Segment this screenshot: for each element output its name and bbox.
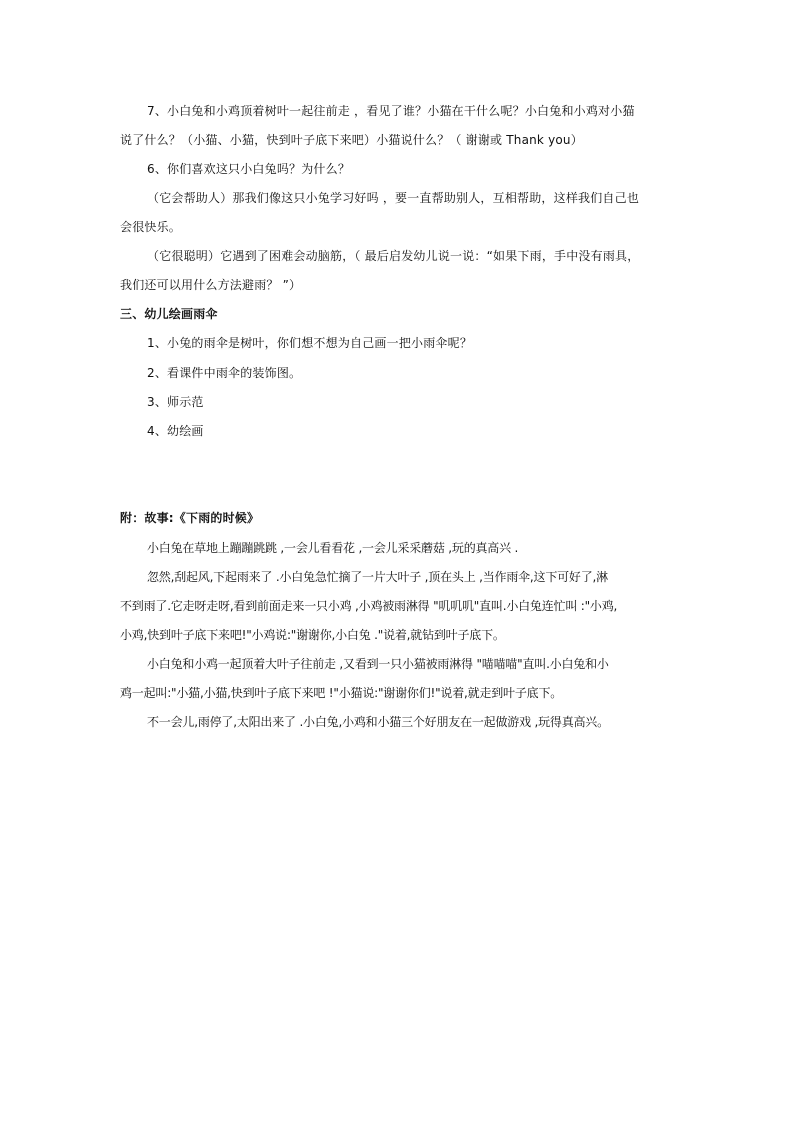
story-paragraph-2-line-1: 忽然,刮起风,下起雨来了 .小白兔急忙摘了一片大叶子 ,顶在头上 ,当作雨伞,这下可好了,淋 (147, 570, 608, 584)
answer-smart-line-2: 我们还可以用什么方法避雨？ ”） (120, 278, 302, 292)
section-three-item-4: 4、幼绘画 (147, 424, 204, 438)
section-three-item-1: 1、小兔的雨伞是树叶，你们想不想为自己画一把小雨伞呢？ (147, 336, 473, 350)
section-three-item-3: 3、师示范 (147, 395, 204, 409)
q7-line-2: 说了什么？（小猫、小猫，快到叶子底下来吧）小猫说什么？（ 谢谢或 Thank you） (120, 133, 583, 147)
story-paragraph-2-line-2: 不到雨了.它走呀走呀,看到前面走来一只小鸡 ,小鸡被雨淋得 "叽叽叽"直叫.小白兔连忙叫 :"小鸡, (120, 599, 618, 613)
q7-line-1: 7、小白兔和小鸡顶着树叶一起往前走 ，看见了谁？小猫在干什么呢？小白兔和小鸡对小猫 (147, 104, 635, 118)
answer-helpful-line-2: 会很快乐。 (120, 220, 182, 234)
answer-smart-line-1: （它很聪明）它遇到了困难会动脑筋，（ 最后启发幼儿说一说：“如果下雨，手中没有雨具， (147, 249, 640, 263)
story-paragraph-1: 小白兔在草地上蹦蹦跳跳 ,一会儿看看花 ,一会儿采采蘑菇 ,玩的真高兴 . (147, 541, 519, 555)
story-paragraph-3-line-2: 鸡一起叫:"小猫,小猫,快到叶子底下来吧 !"小猫说:"谢谢你们!"说着,就走到叶子底下。 (120, 686, 563, 700)
story-paragraph-4: 不一会儿,雨停了,太阳出来了 .小白兔,小鸡和小猫三个好朋友在一起做游戏 ,玩得真高兴。 (147, 715, 609, 729)
answer-helpful-line-1: （它会帮助人）那我们像这只小兔学习好吗 ，要一直帮助别人，互相帮助，这样我们自己也 (147, 191, 640, 205)
appendix-heading: 附：故事:《下雨的时候》 (120, 511, 260, 525)
section-three-heading: 三、幼儿绘画雨伞 (120, 307, 218, 321)
story-paragraph-3-line-1: 小白兔和小鸡一起顶着大叶子往前走 ,又看到一只小猫被雨淋得 "喵喵喵"直叫.小白兔和小 (147, 657, 609, 671)
story-paragraph-2-line-3: 小鸡,快到叶子底下来吧!"小鸡说:"谢谢你,小白兔 ."说着,就钻到叶子底下。 (120, 628, 505, 642)
section-three-item-2: 2、看课件中雨伞的装饰图。 (147, 366, 302, 380)
q6-line: 6、你们喜欢这只小白兔吗？为什么？ (147, 162, 351, 176)
